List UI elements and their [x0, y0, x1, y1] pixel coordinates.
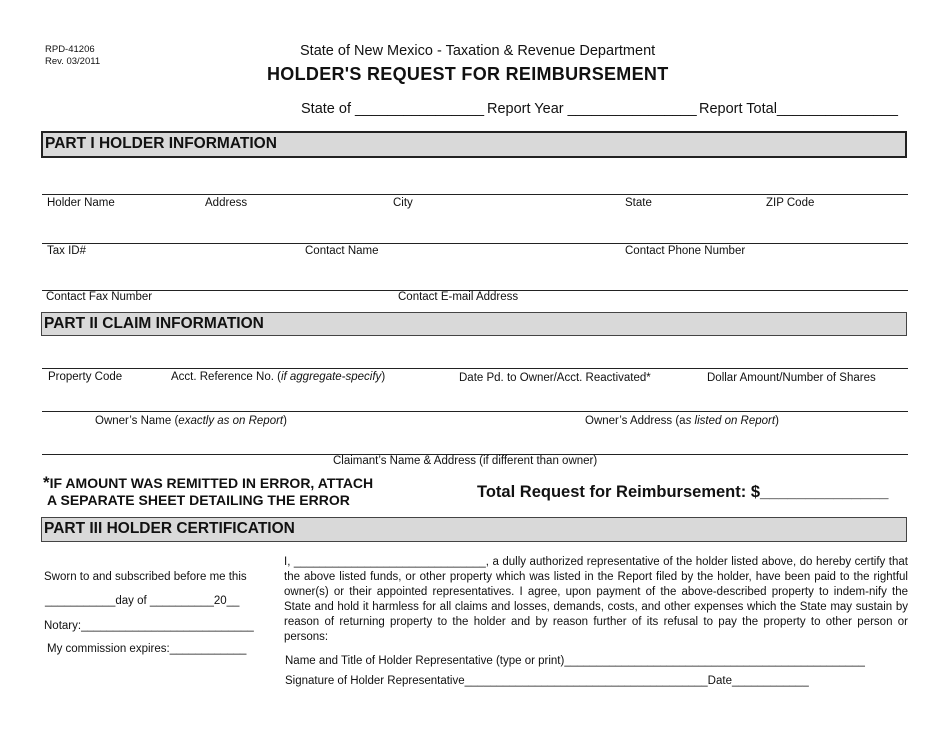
certification-text: I, ______________________________, a dully authorized representative of the holder listed above, do hereby certify that the above listed funds, or other property which was listed in the Report filed by the holder, have been paid to the rightful owner(s) or their appointed representatives. I agree, upon payment of the above-described property to indem-nify the State and hold it harmless for all claims and losses, demands, costs, and other expenses which the State may sustain by reason of returning property to the holder and by reason further of its refusal to pay the property to other person or persons: — [284, 556, 908, 643]
form-number: RPD-41206 — [45, 44, 95, 55]
part1-heading: PART I HOLDER INFORMATION — [45, 135, 277, 152]
contact-fax-label: Contact Fax Number — [46, 291, 153, 303]
total-request-field[interactable]: Total Request for Reimbursement: $______________ — [477, 483, 889, 501]
divider — [42, 194, 908, 195]
zip-label: ZIP Code — [766, 197, 815, 209]
error-note-asterisk: * — [43, 473, 50, 492]
dollar-amount-label: Dollar Amount/Number of Shares — [707, 372, 876, 384]
state-label: State — [625, 197, 652, 209]
part3-heading: PART III HOLDER CERTIFICATION — [44, 520, 295, 537]
sworn-text: Sworn to and subscribed before me this — [44, 571, 247, 583]
form-revision: Rev. 03/2011 — [45, 56, 101, 67]
day-of-field[interactable]: ___________day of __________20__ — [45, 595, 240, 607]
property-code-label: Property Code — [48, 371, 123, 383]
acct-reference-label: Acct. Reference No. (if aggregate-specify) — [171, 371, 386, 383]
part1-header — [41, 131, 907, 158]
contact-email-label: Contact E-mail Address — [398, 291, 519, 303]
state-of-field[interactable]: State of ________________ — [301, 101, 485, 117]
divider — [42, 368, 908, 369]
date-paid-label: Date Pd. to Owner/Acct. Reactivated* — [459, 372, 651, 384]
error-note-line2: A SEPARATE SHEET DETAILING THE ERROR — [47, 492, 350, 508]
form-title: HOLDER'S REQUEST FOR REIMBURSEMENT — [267, 64, 669, 84]
holder-name-label: Holder Name — [47, 197, 115, 209]
part3-header — [41, 517, 907, 542]
divider — [42, 243, 908, 244]
owner-name-label: Owner’s Name (exactly as on Report) — [95, 415, 287, 427]
address-label: Address — [205, 197, 248, 209]
agency-name: State of New Mexico - Taxation & Revenue Department — [300, 43, 656, 59]
claimant-label: Claimant’s Name & Address (if different than owner) — [333, 455, 598, 467]
signature-field[interactable]: Signature of Holder Representative______________________________________Date____________ — [285, 675, 809, 687]
contact-name-label: Contact Name — [305, 245, 379, 257]
error-note: *IF AMOUNT WAS REMITTED IN ERROR, ATTACH — [43, 473, 374, 492]
report-total-field[interactable]: Report Total_______________ — [699, 101, 898, 117]
commission-expires-field[interactable]: My commission expires:____________ — [47, 643, 247, 655]
part2-header — [41, 312, 907, 336]
tax-id-label: Tax ID# — [47, 245, 86, 257]
divider — [42, 411, 908, 412]
contact-phone-label: Contact Phone Number — [625, 245, 746, 257]
part2-heading: PART II CLAIM INFORMATION — [44, 315, 264, 332]
city-label: City — [393, 197, 413, 209]
report-year-field[interactable]: Report Year ________________ — [487, 101, 697, 117]
owner-address-label: Owner’s Address (as listed on Report) — [585, 415, 779, 427]
name-title-field[interactable]: Name and Title of Holder Representative (type or print)_______________________________________________ — [285, 655, 865, 667]
notary-field[interactable]: Notary:___________________________ — [44, 620, 254, 632]
